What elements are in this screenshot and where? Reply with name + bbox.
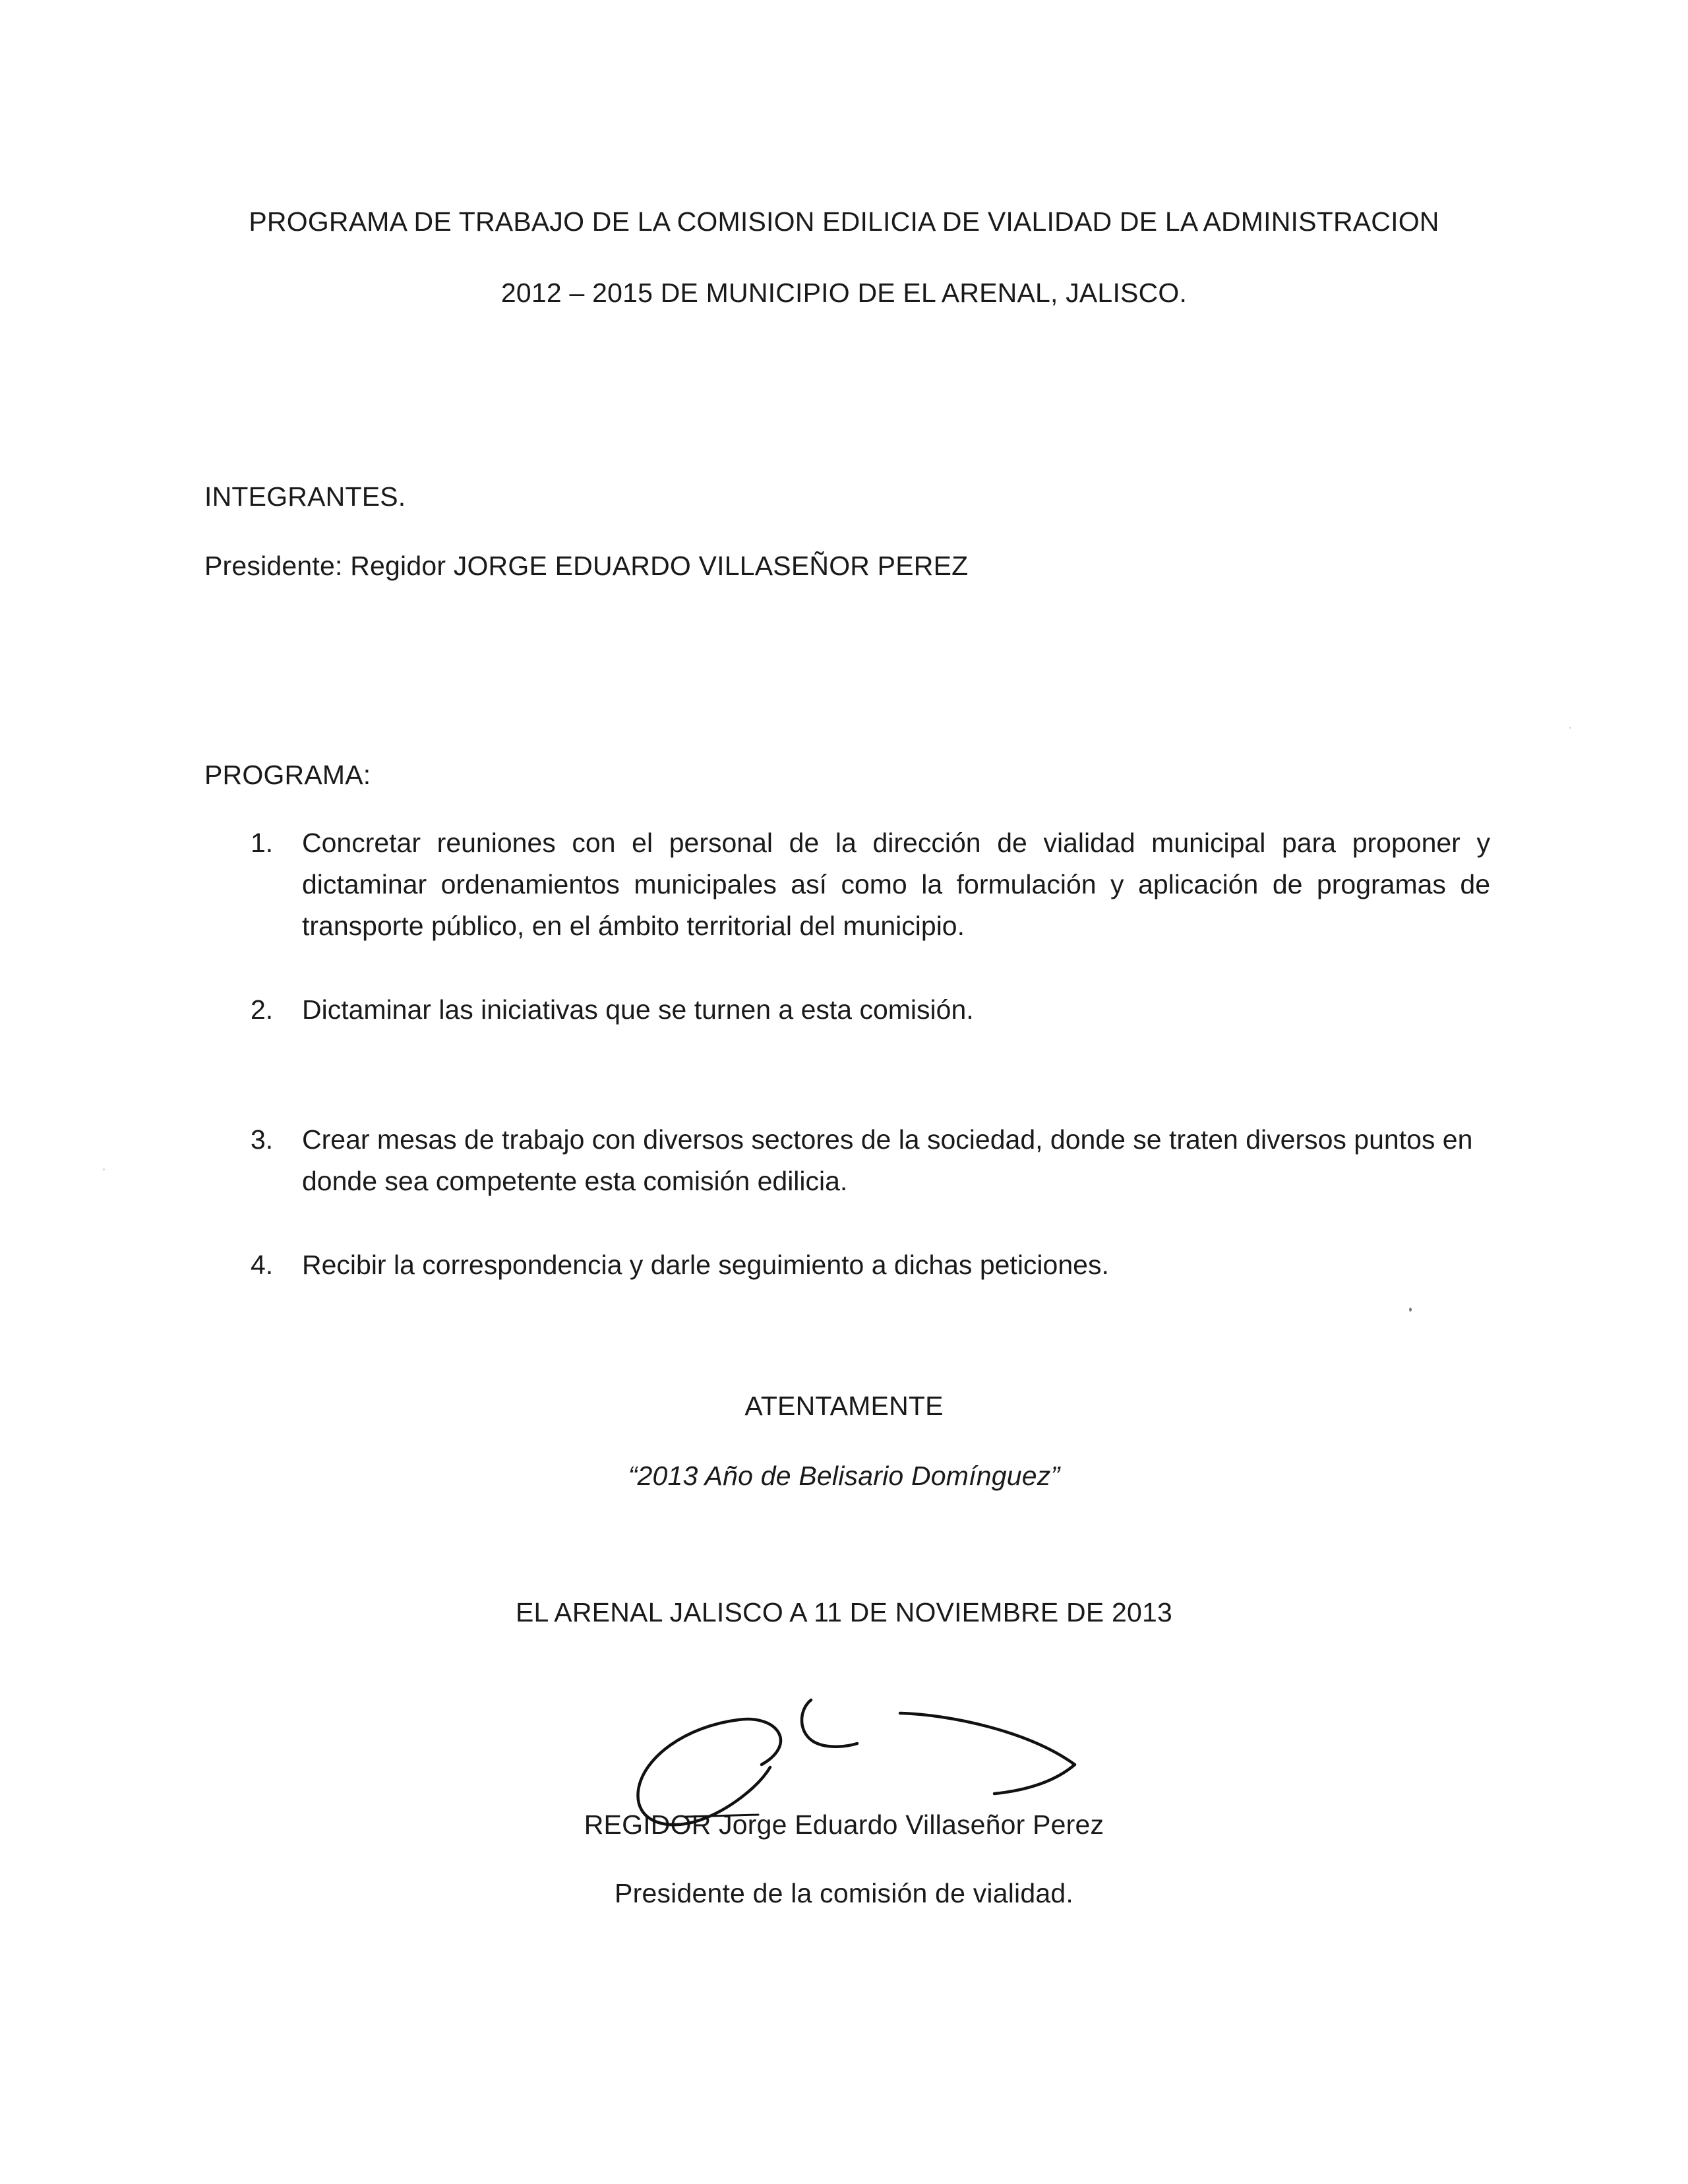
list-item-number: 1. [251,828,274,858]
list-item-text: Concretar reuniones con el personal de la dirección de vialidad municipal para proponer y dictaminar ordenamientos municipales así como la formulación y aplicación de programas de transporte público, en el ámbito territorial del municipio. [302,828,1490,941]
list-item-number: 2. [251,994,274,1025]
signatory-name: REGIDOR Jorge Eduardo Villaseñor Perez [584,1809,1104,1840]
list-item-text: Dictaminar las iniciativas que se turnen a esta comisión. [302,994,974,1025]
place-date: EL ARENAL JALISCO A 11 DE NOVIEMBRE DE 2013 [515,1597,1173,1627]
atentamente: ATENTAMENTE [744,1391,944,1421]
document-title-line-1: PROGRAMA DE TRABAJO DE LA COMISION EDILICIA DE VIALIDAD DE LA ADMINISTRACION [249,206,1439,237]
integrantes-heading: INTEGRANTES. [204,481,406,512]
scan-speck [103,1168,105,1170]
scan-speck [1409,1308,1412,1312]
document-title-line-2: 2012 – 2015 DE MUNICIPIO DE EL ARENAL, JALISCO. [500,278,1188,308]
motto: “2013 Año de Belisario Domínguez” [628,1461,1060,1491]
programa-heading: PROGRAMA: [204,760,371,790]
list-item-number: 4. [251,1250,274,1280]
list-item-text: Crear mesas de trabajo con diversos sectores de la sociedad, donde se traten diversos puntos en donde sea competente esta comisión edilicia. [302,1124,1473,1196]
scan-speck [1569,727,1571,729]
presidente-line: Presidente: Regidor JORGE EDUARDO VILLASEÑOR PEREZ [204,551,969,581]
list-item-text: Recibir la correspondencia y darle seguimiento a dichas peticiones. [302,1250,1109,1280]
list-item-number: 3. [251,1124,274,1155]
signatory-title: Presidente de la comisión de vialidad. [615,1878,1073,1908]
